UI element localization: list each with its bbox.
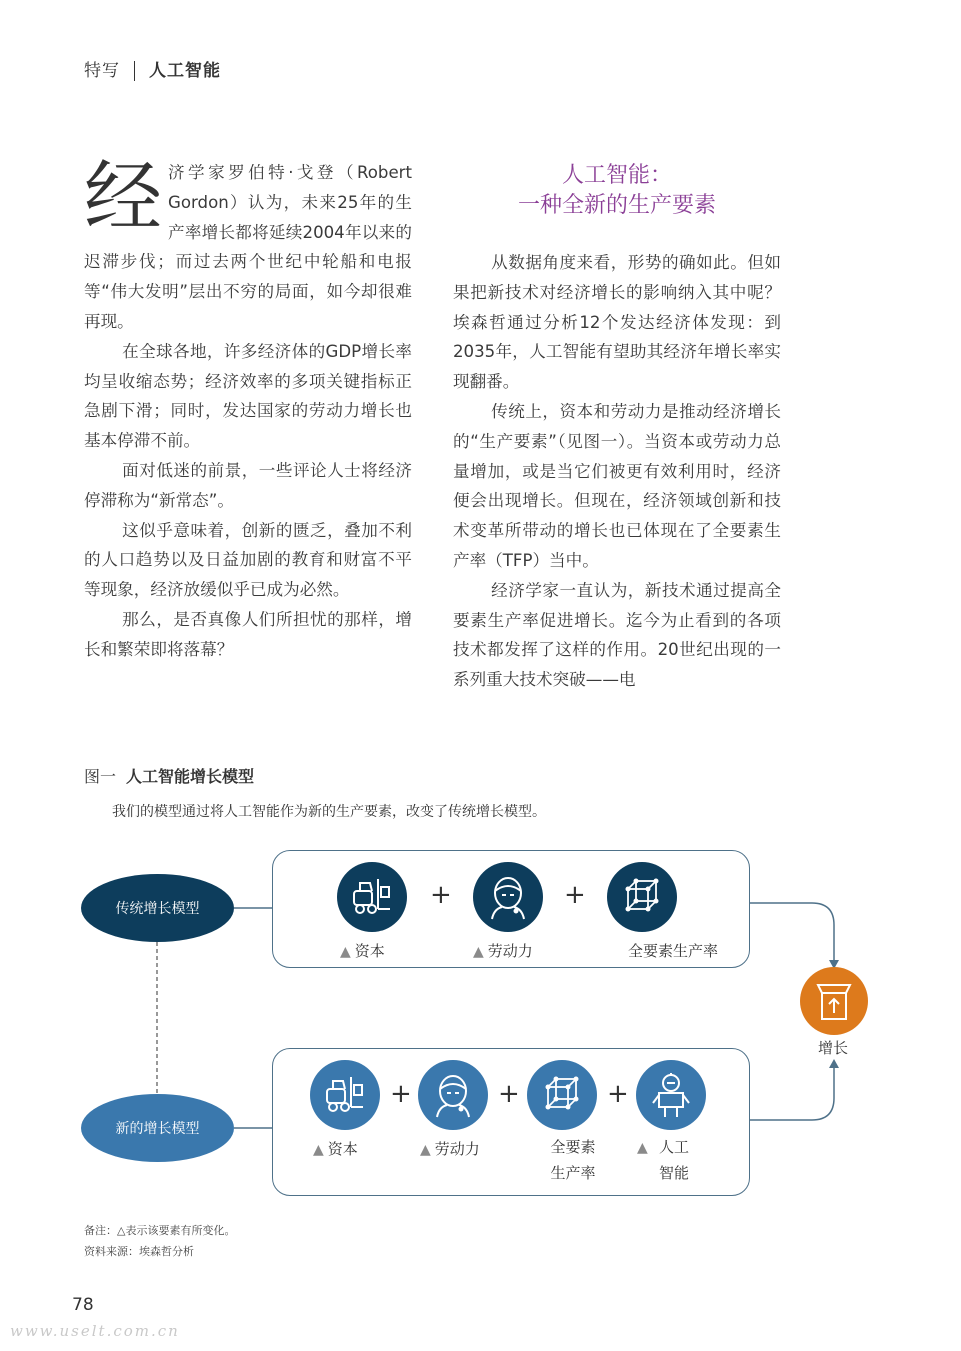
watermark: www.uselt.com.cn [10,1322,180,1340]
arrow-to-growth-top [748,903,834,962]
figure-number: 图一 [84,767,117,786]
arrow-to-growth-bottom [748,1066,834,1120]
section-title-line2: 一种全新的生产要素 [517,193,716,218]
arrowhead-up [829,1059,839,1068]
plus-operator: + [607,1079,629,1109]
worker-helmet-icon [418,1060,488,1130]
new-model-ellipse [81,1094,234,1162]
worker-helmet-icon [473,862,543,932]
body-paragraph: 从数据角度来看，形势的确如此。但如果把新技术对经济增长的影响纳入其中呢？埃森哲通过分析12个发达经济体发现：到2035年，人工智能有望助其经济年增长率实现翻番。 [453,253,781,392]
traditional-labor-label: ▲ 劳动力 [473,942,533,960]
plus-operator: + [430,880,452,910]
forklift-icon [310,1060,380,1130]
new-ai-triangle [637,1138,652,1156]
cube-network-icon [527,1060,597,1130]
figure-subtitle: 我们的模型通过将人工智能作为新的生产要素，改变了传统增长模型。 [112,804,546,820]
figure-note: 备注：△表示该要素有所变化。 [84,1224,236,1237]
intro-paragraph: 经济学家罗伯特·戈登（Robert Gordon）认为，未来25年的生产率增长都将延续2004年以来的迟滞步伐；而过去两个世纪中轮船和电报等“伟大发明”层出不穷的局面，如今却很难再现。 [84,153,412,331]
plus-operator: + [498,1079,520,1109]
drop-cap: 经 [84,153,163,243]
robot-icon [636,1060,706,1130]
body-paragraph: 传统上，资本和劳动力是推动经济增长的“生产要素”（见图一）。当资本或劳动力总量增加，或是当它们被更有效利用时，经济便会出现增长。但现在，经济领域创新和技术变革所带动的增长也已体现在了全要素生产率（TFP）当中。 [453,401,781,570]
change-triangle-icon: ▲ [473,944,484,960]
traditional-tfp-label: 全要素生产率 [628,942,719,960]
change-triangle-icon: ▲ [637,1140,648,1156]
page-number: 78 [72,1295,94,1315]
body-paragraph: 那么，是否真像人们所担忧的那样，增长和繁荣即将落幕？ [84,609,412,659]
change-triangle-icon: ▲ [313,1142,324,1158]
header-topic: 人工智能 [149,61,221,81]
figure-notes [84,1220,235,1262]
figure-source: 资料来源：埃森哲分析 [84,1245,194,1258]
growth-box-icon [800,967,868,1035]
figure-name: 人工智能增长模型 [126,767,255,786]
change-triangle-icon: ▲ [420,1142,431,1158]
new-model-label: 新的增长模型 [115,1121,200,1137]
traditional-model-label: 传统增长模型 [115,901,200,917]
new-tfp-label: 全要素 生产率 [550,1138,596,1182]
new-labor-label: ▲ 劳动力 [420,1140,480,1158]
traditional-model-ellipse [81,874,234,942]
new-ai-label: 人工 智能 [658,1138,689,1182]
growth-label: 增长 [818,1039,849,1057]
header-section: 特写 [84,61,120,81]
plus-operator: + [390,1079,412,1109]
section-title-line1: 人工智能： [561,163,672,188]
change-triangle-icon: ▲ [340,944,351,960]
forklift-icon [337,862,407,932]
new-capital-label: ▲ 资本 [313,1140,358,1158]
plus-operator: + [564,880,586,910]
body-paragraph: 这似乎意味着，创新的匮乏，叠加不利的人口趋势以及日益加剧的教育和财富不平等现象，经济放缓似乎已成为必然。 [84,520,412,600]
body-paragraph: 在全球各地，许多经济体的GDP增长率均呈收缩态势；经济效率的多项关键指标正急剧下滑；同时，发达国家的劳动力增长也基本停滞不前。 [84,341,412,451]
cube-network-icon [607,862,677,932]
body-paragraph: 经济学家一直认为，新技术通过提高全要素生产率促进增长。迄今为止看到的各项技术都发挥了这样的作用。20世纪出现的一系列重大技术突破——电 [453,580,781,690]
traditional-capital-label: ▲ 资本 [340,942,385,960]
body-paragraph: 面对低迷的前景，一些评论人士将经济停滞称为“新常态”。 [84,460,412,510]
